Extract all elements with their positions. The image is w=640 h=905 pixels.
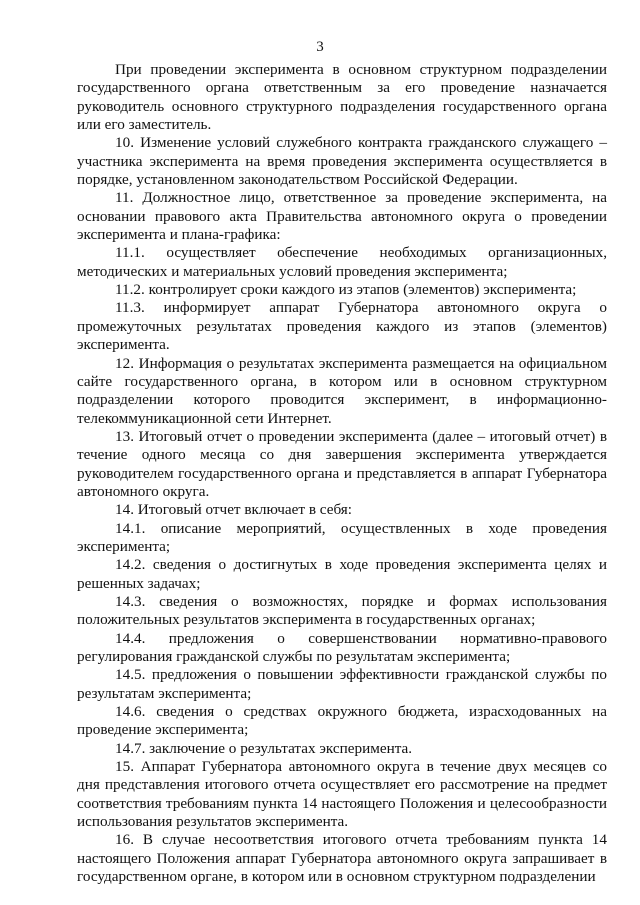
paragraph-14-6: 14.6. сведения о средствах окружного бюджета, израсходованных на проведение эксперимента; <box>77 703 607 739</box>
paragraph-14-1: 14.1. описание мероприятий, осуществленных в ходе проведения эксперимента; <box>77 519 607 555</box>
paragraph-16: 16. В случае несоответствия итогового отчета требованиям пункта 14 настоящего Положения аппарат Губернатора автономного округа запрашивает в государственном органе, в котором или в основном структурном подразделении <box>77 831 607 886</box>
page-number: 3 <box>316 39 324 55</box>
paragraph-10: 10. Изменение условий служебного контракта гражданского служащего – участника эксперимента на время проведения эксперимента осуществляется в порядке, установленном законодательством Российской Федерации. <box>77 134 607 189</box>
document-body <box>77 61 607 886</box>
paragraph-14-7: 14.7. заключение о результатах эксперимента. <box>115 739 413 757</box>
paragraph-14-5: 14.5. предложения о повышении эффективности гражданской службы по результатам эксперимента; <box>77 666 607 702</box>
paragraph-14-2: 14.2. сведения о достигнутых в ходе проведения эксперимента целях и решенных задачах; <box>77 556 607 592</box>
paragraph-14: 14. Итоговый отчет включает в себя: <box>115 501 353 519</box>
paragraph-12: 12. Информация о результатах эксперимента размещается на официальном сайте государственного органа, в котором или в основном структурном подразделении которого проводится эксперимент, в информационно-телекоммуникационной сети Интернет. <box>77 354 607 427</box>
paragraph-14-3: 14.3. сведения о возможностях, порядке и формах использования положительных результатов эксперимента в государственных органах; <box>77 592 607 629</box>
paragraph-intro: При проведении эксперимента в основном структурном подразделении государственного органа ответственным за его проведение назначается руководитель основного структурного подразделения государственного органа или его заместитель. <box>77 61 607 134</box>
paragraph-11-1: 11.1. осуществляет обеспечение необходимых организационных, методических и материальных условий проведения эксперимента; <box>77 244 607 280</box>
paragraph-11-2: 11.2. контролирует сроки каждого из этапов (элементов) эксперимента; <box>115 281 577 299</box>
paragraph-15: 15. Аппарат Губернатора автономного округа в течение двух месяцев со дня представления итогового отчета осуществляет его рассмотрение на предмет соответствия требованиям пункта 14 настоящего Положения и целесообразности использования результатов эксперимента. <box>77 758 607 831</box>
paragraph-13: 13. Итоговый отчет о проведении эксперимента (далее – итоговый отчет) в течение одного месяца со дня завершения эксперимента утверждается руководителем государственного органа и представляется в аппарат Губернатора автономного округа. <box>77 427 607 500</box>
paragraph-11-3: 11.3. информирует аппарат Губернатора автономного округа о промежуточных результатах проведения каждого из этапов (элементов) эксперимента. <box>77 299 607 354</box>
paragraph-11: 11. Должностное лицо, ответственное за проведение эксперимента, на основании правового акта Правительства автономного округа о проведении эксперимента и плана-графика: <box>77 189 607 244</box>
paragraph-14-4: 14.4. предложения о совершенствовании нормативно-правового регулирования гражданской службы по результатам эксперимента; <box>77 629 607 665</box>
